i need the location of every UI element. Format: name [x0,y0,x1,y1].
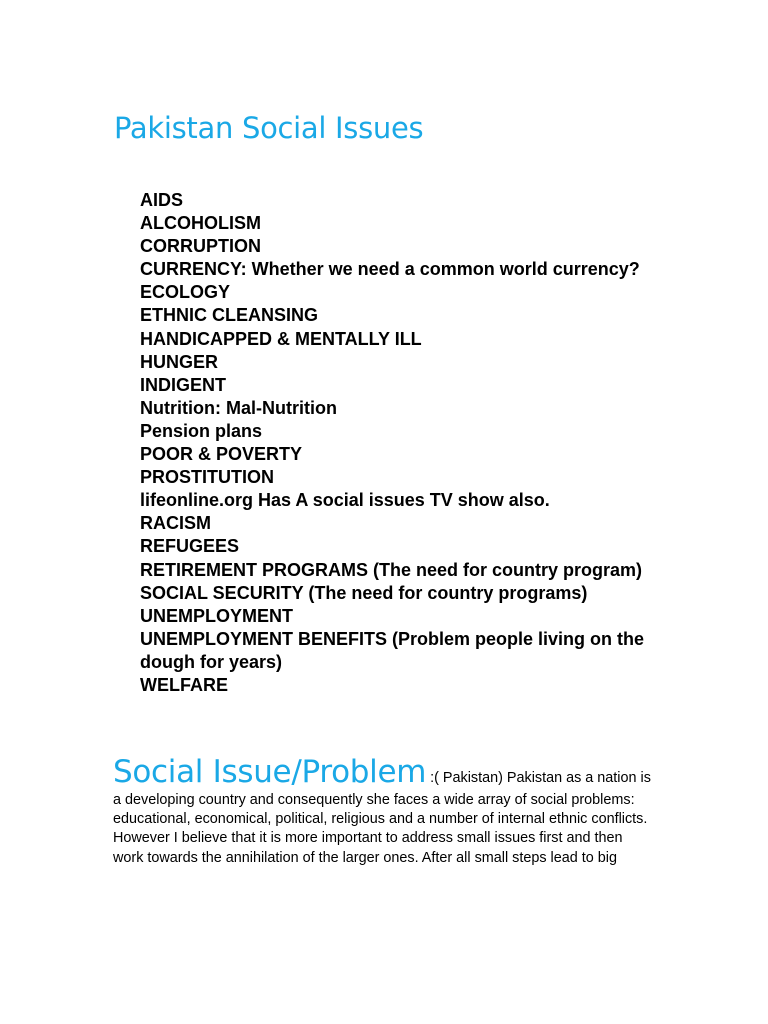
issue-item: INDIGENT [140,374,227,395]
issue-item: ETHNIC CLEANSING [140,305,319,326]
section-paragraph [113,753,653,868]
issue-item: UNEMPLOYMENT [140,605,293,626]
issue-item: UNEMPLOYMENT BENEFITS (Problem people living on the dough for years) [140,628,645,672]
issue-item: Nutrition: Mal-Nutrition [140,397,337,418]
issue-item: SOCIAL SECURITY (The need for country programs) [140,582,588,603]
issue-item: Pension plans [140,420,263,441]
issue-list [140,189,660,697]
issue-item: ECOLOGY [140,282,231,303]
section-heading: Social Issue/Problem [113,754,427,790]
issue-item: ALCOHOLISM [140,213,261,234]
issue-item: lifeonline.org Has A social issues TV show also. [140,490,550,511]
issue-item: PROSTITUTION [140,467,274,488]
issue-item: HANDICAPPED & MENTALLY ILL [140,328,422,349]
issue-item: HUNGER [140,351,219,372]
document-title: Pakistan Social Issues [114,111,424,145]
issue-item: CURRENCY: Whether we need a common world currency? [140,259,640,280]
issue-item: RETIREMENT PROGRAMS (The need for country program) [140,559,643,580]
section-body: :( Pakistan) Pakistan as a nation is a developing country and consequently she faces a wide array of social problems: educational, economical, political, religious and a number of internal ethnic conflicts. However I believe that it is more important to address small issues first and then work towards the annihilation of the larger ones. After all small steps lead to big [113,770,651,866]
issue-item: AIDS [140,190,184,210]
issue-item: CORRUPTION [140,236,261,257]
issue-item: POOR & POVERTY [140,444,303,465]
issue-item: RACISM [140,513,211,534]
issue-item: REFUGEES [140,536,240,557]
issue-item: WELFARE [140,674,228,695]
